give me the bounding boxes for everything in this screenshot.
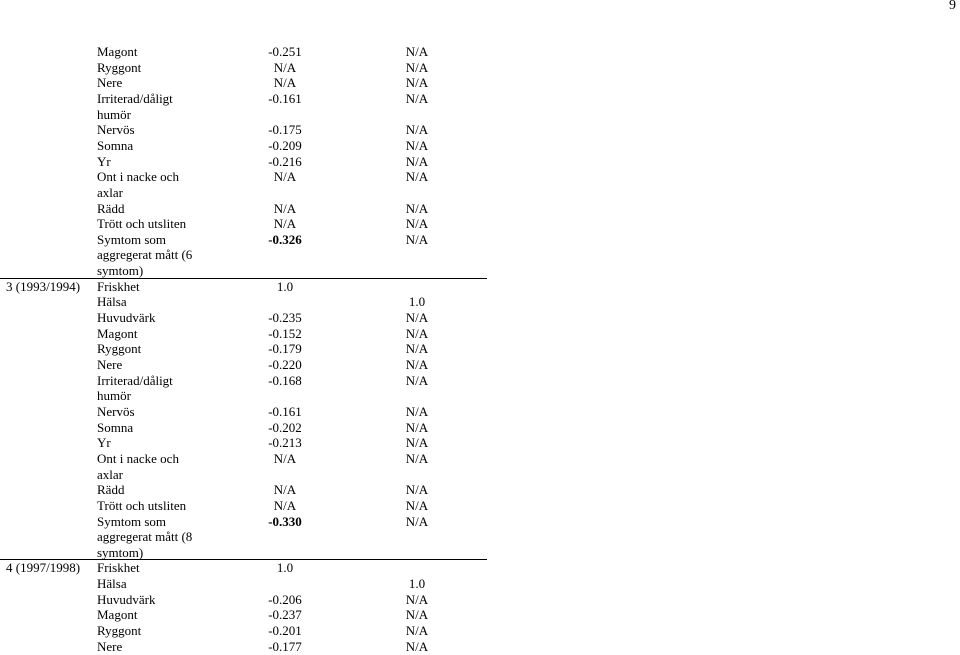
table-row [0,294,960,310]
table-row [0,639,960,655]
value-col2-cell: N/A [405,357,429,372]
value-col1-cell: 1.0 [276,560,294,576]
variable-cell: Trött och utsliten [97,497,187,513]
table-row [0,91,960,107]
value-col1-cell: -0.161 [268,403,302,419]
value-col1-cell: -0.326 [268,231,302,247]
value-col2-cell: 1.0 [408,294,426,310]
variable-cell: Rädd [97,200,125,216]
value-col2-cell: N/A [405,513,429,529]
variable-cell: Hälsa [97,294,127,310]
table-row [0,560,960,576]
value-col1-cell: 1.0 [276,278,294,294]
value-col1-cell: N/A [273,497,297,513]
table-row [0,216,960,232]
variable-cell: Hälsa [97,576,127,592]
table-row [0,232,960,248]
table-row [0,60,960,76]
variable-cell: symtom) [97,263,144,279]
value-col1-cell: N/A [273,200,297,216]
variable-cell: Friskhet [97,278,140,294]
variable-cell: Friskhet [97,560,140,576]
value-col2-cell: N/A [405,44,429,59]
value-col1-cell: -0.168 [268,372,302,388]
variable-cell: Ont i nacke och [97,169,179,185]
table-row [0,420,960,436]
variable-cell: Irriterad/dåligt [97,372,173,388]
table-row [0,498,960,514]
table-row [0,592,960,608]
variable-cell: Irriterad/dåligt [97,90,173,106]
table-row [0,545,960,561]
value-col2-cell: N/A [405,75,429,91]
table-row [0,154,960,170]
table-row [0,310,960,326]
table-row [0,201,960,217]
variable-cell: Magont [97,607,138,623]
table-row [0,607,960,623]
value-col1-cell: N/A [273,450,297,466]
variable-cell: Nere [97,75,123,91]
period-cell: 4 (1997/1998) [6,560,81,576]
value-col1-cell: -0.220 [268,357,302,372]
variable-cell: aggregerat mått (8 [97,529,193,545]
value-col1-cell: -0.209 [268,137,302,153]
value-col2-cell: N/A [405,482,429,498]
variable-cell: Symtom som [97,513,166,529]
value-col2-cell: N/A [405,137,429,153]
value-col1-cell: -0.177 [268,638,302,654]
table-row [0,388,960,404]
value-col1-cell: -0.179 [268,341,302,357]
value-col2-cell: N/A [405,419,429,435]
value-col1-cell: -0.237 [268,607,302,623]
value-col1-cell: -0.175 [268,122,302,138]
table-row [0,623,960,639]
table-row [0,44,960,60]
variable-cell: axlar [97,184,123,200]
table-row [0,122,960,138]
table-row [0,514,960,530]
variable-cell: axlar [97,466,123,482]
value-col1-cell: N/A [273,482,297,498]
variable-cell: humör [97,106,131,122]
table-row [0,107,960,123]
value-col1-cell: -0.206 [268,591,302,607]
value-col2-cell: N/A [405,435,429,451]
value-col1-cell: -0.330 [268,513,302,529]
table-row [0,326,960,342]
table-row [0,169,960,185]
table-row [0,185,960,201]
variable-cell: Magont [97,44,138,59]
table-row [0,263,960,279]
variable-cell: Somna [97,137,134,153]
table-row [0,341,960,357]
value-col1-cell: N/A [273,75,297,91]
variable-cell: Ont i nacke och [97,450,179,466]
value-col2-cell: N/A [405,90,429,106]
period-cell: 3 (1993/1994) [6,278,81,294]
page-number: 9 [949,0,956,13]
variable-cell: Somna [97,419,134,435]
table-row [0,75,960,91]
value-col1-cell: -0.213 [268,435,302,451]
value-col2-cell: N/A [405,403,429,419]
value-col1-cell: N/A [273,59,297,75]
value-col2-cell: N/A [405,497,429,513]
value-col2-cell: N/A [405,638,429,654]
table-row [0,451,960,467]
table-row [0,404,960,420]
value-col1-cell: -0.216 [268,153,302,169]
value-col2-cell: N/A [405,341,429,357]
variable-cell: Magont [97,325,138,341]
variable-cell: Huvudvärk [97,591,156,607]
value-col2-cell: N/A [405,216,429,232]
value-col1-cell: N/A [273,169,297,185]
table-row [0,467,960,483]
value-col2-cell: N/A [405,231,429,247]
value-col1-cell: -0.161 [268,90,302,106]
variable-cell: Ryggont [97,59,142,75]
table-row [0,435,960,451]
variable-cell: Nere [97,638,123,654]
variable-cell: Ryggont [97,623,142,639]
variable-cell: Trött och utsliten [97,216,187,232]
value-col2-cell: N/A [405,607,429,623]
table-row [0,576,960,592]
table-row [0,357,960,373]
value-col2-cell: N/A [405,623,429,639]
value-col2-cell: N/A [405,310,429,326]
variable-cell: Rädd [97,482,125,498]
value-col2-cell: N/A [405,372,429,388]
table-row [0,529,960,545]
value-col2-cell: N/A [405,450,429,466]
value-col1-cell: -0.202 [268,419,302,435]
variable-cell: humör [97,388,131,404]
table-row [0,138,960,154]
value-col1-cell: -0.152 [268,325,302,341]
value-col2-cell: N/A [405,169,429,185]
variable-cell: aggregerat mått (6 [97,247,193,263]
variable-cell: Yr [97,153,111,169]
variable-cell: Symtom som [97,231,166,247]
table-row [0,279,960,295]
value-col2-cell: 1.0 [408,576,426,592]
variable-cell: symtom) [97,544,144,560]
variable-cell: Ryggont [97,341,142,357]
value-col2-cell: N/A [405,153,429,169]
value-col2-cell: N/A [405,122,429,138]
variable-cell: Nervös [97,122,135,138]
table-row [0,482,960,498]
value-col2-cell: N/A [405,591,429,607]
value-col1-cell: -0.201 [268,623,302,639]
value-col2-cell: N/A [405,200,429,216]
value-col1-cell: N/A [273,216,297,232]
variable-cell: Nervös [97,403,135,419]
variable-cell: Huvudvärk [97,310,156,326]
table-row [0,373,960,389]
table-row [0,247,960,263]
value-col1-cell: -0.235 [268,310,302,326]
variable-cell: Yr [97,435,111,451]
value-col1-cell: -0.251 [268,44,302,59]
value-col2-cell: N/A [405,59,429,75]
variable-cell: Nere [97,357,123,372]
value-col2-cell: N/A [405,325,429,341]
